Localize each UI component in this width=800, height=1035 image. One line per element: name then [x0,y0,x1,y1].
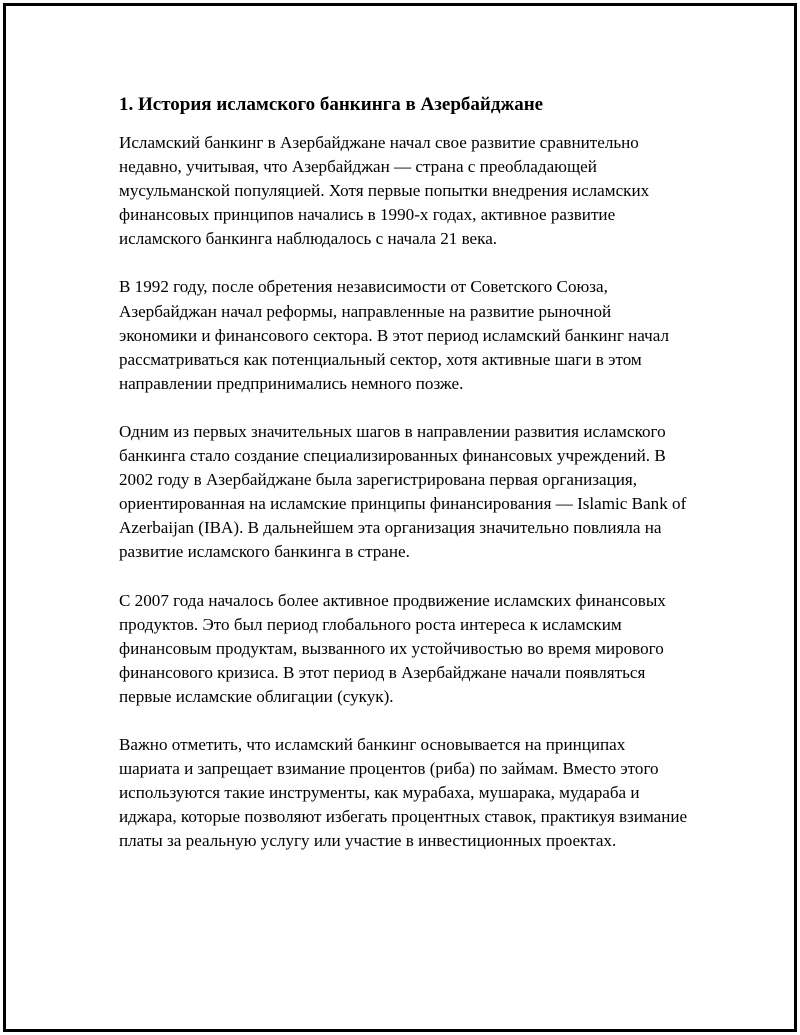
paragraph-3: Одним из первых значительных шагов в направлении развития исламского банкинга стало создание специализированных финансовых учреждений. В 2002 году в Азербайджане была зарегистрирована первая организация, ориентированная на исламские принципы финансирования — Islamic Bank of Azerbaijan (IBA). В дальнейшем эта организация значительно повлияла на развитие исламского банкинга в стране. [119,421,687,562]
paragraph-4: С 2007 года началось более активное продвижение исламских финансовых продуктов. Это был период глобального роста интереса к исламским финансовым продуктам, вызванного их устойчивостью во время мирового финансового кризиса. В этот период в Азербайджане начали появляться первые исламские облигации (сукук). [119,590,666,706]
paragraph-2: В 1992 году, после обретения независимости от Советского Союза, Азербайджан начал реформы, направленные на развитие рыночной экономики и финансового сектора. В этот период исламский банкинг начал рассматриваться как потенциальный сектор, хотя активные шаги в этом направлении предпринимались немного позже. [119,277,670,393]
paragraph-1: Исламский банкинг в Азербайджане начал свое развитие сравнительно недавно, учитывая, что Азербайджан — страна с преобладающей мусульманской популяцией. Хотя первые попытки внедрения исламских финансовых принципов начались в 1990-х годах, активное развитие исламского банкинга наблюдалось с начала 21 века. [119,133,650,249]
section-heading: 1. История исламского банкинга в Азербайджане [119,94,544,115]
paragraph-5: Важно отметить, что исламский банкинг основывается на принципах шариата и запрещает взимание процентов (риба) по займам. Вместо этого используются такие инструменты, как мурабаха, мушарака, мудараба и иджара, которые позволяют избегать процентных ставок, практикуя взимание платы за реальную услугу или участие в инвестиционных проектах. [119,734,688,851]
document-body [119,92,689,877]
